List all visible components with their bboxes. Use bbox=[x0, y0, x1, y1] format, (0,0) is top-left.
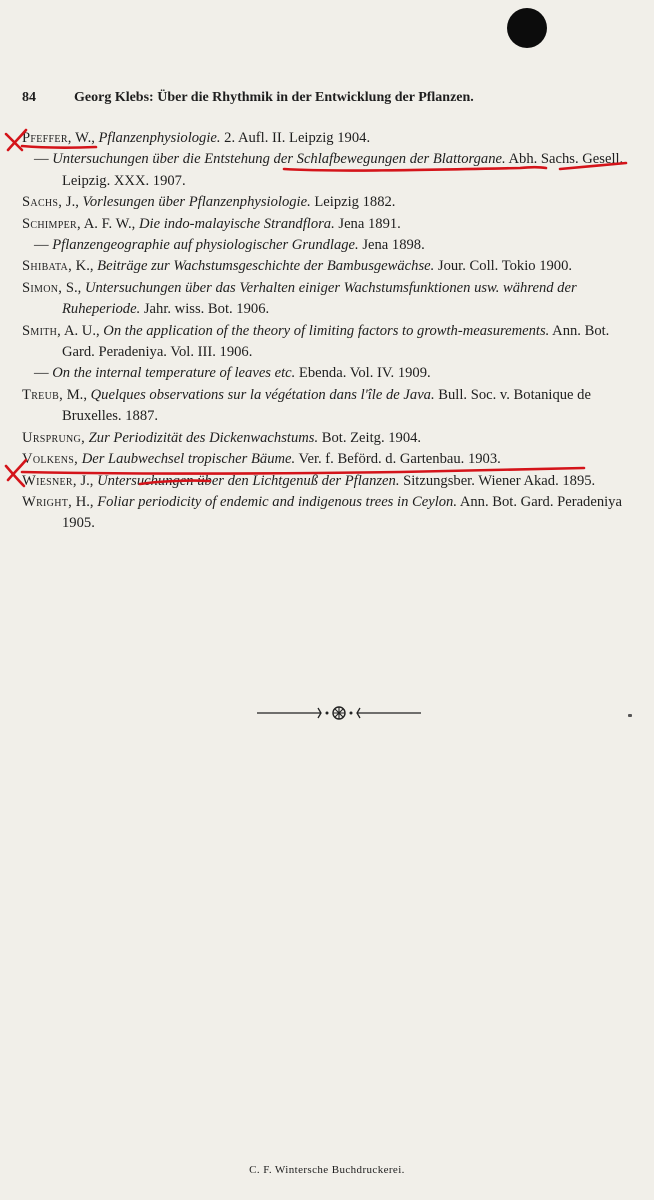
bibliography-list bbox=[22, 128, 644, 535]
reference-entry: Simon, S., Untersuchungen über das Verhalten einiger Wachstumsfunktionen usw. während der Ruheperiode. Jahr. wiss. Bot. 1906. bbox=[22, 279, 577, 318]
reference-entry: Treub, M., Quelques observations sur la végétation dans l'île de Java. Bull. Soc. v. Botanique de Bruxelles. 1887. bbox=[22, 386, 591, 425]
reference-source: Ann. Bot. Gard. Peradeniya. Vol. III. 1906. bbox=[62, 322, 610, 361]
reference-source: Abh. Sachs. Gesell. Leipzig. XXX. 1907. bbox=[62, 151, 624, 189]
reference-author: Simon, bbox=[22, 279, 63, 296]
reference-source: Jour. Coll. Tokio 1900. bbox=[434, 258, 573, 275]
reference-author: Wiesner, bbox=[22, 472, 77, 489]
reference-title: Pflanzengeographie auf physiologischer Grundlage. bbox=[52, 237, 359, 254]
reference-author: Smith, bbox=[22, 322, 62, 339]
reference-source: Jena 1891. bbox=[334, 215, 401, 232]
reference-source: Ver. f. Beförd. d. Gartenbau. 1903. bbox=[295, 451, 501, 468]
reference-source: Leipzig 1882. bbox=[310, 194, 396, 211]
reference-entry bbox=[22, 428, 644, 449]
printer-imprint: C. F. Wintersche Buchdruckerei. bbox=[249, 1164, 405, 1176]
running-header bbox=[22, 90, 634, 106]
reference-title: Pflanzenphysiologie. bbox=[98, 130, 221, 146]
reference-author: Schimper, bbox=[22, 215, 81, 232]
reference-entry bbox=[22, 449, 644, 470]
reference-title: On the internal temperature of leaves etc. bbox=[52, 365, 296, 382]
reference-source: Bot. Zeitg. 1904. bbox=[318, 429, 422, 446]
reference-author: Volkens, bbox=[22, 451, 79, 468]
reference-author: Wright, bbox=[22, 493, 73, 510]
print-speck bbox=[628, 714, 632, 717]
reference-entry: — On the internal temperature of leaves etc. Ebenda. Vol. IV. 1909. bbox=[34, 365, 431, 382]
reference-title: Untersuchungen über den Lichtgenuß der Pflanzen. bbox=[97, 472, 400, 489]
reference-entry: — Untersuchungen über die Entstehung der Schlafbewegungen der Blattorgane. Abh. Sachs. Gesell. Leipzig. XXX. 1907. bbox=[34, 151, 624, 189]
reference-entry: — Pflanzengeographie auf physiologischer Grundlage. Jena 1898. bbox=[34, 237, 425, 254]
reference-source: Bull. Soc. v. Botanique de Bruxelles. 1887. bbox=[62, 386, 591, 425]
page-number: 84 bbox=[22, 90, 36, 105]
reference-title: Beiträge zur Wachstumsgeschichte der Bambusgewächse. bbox=[97, 258, 435, 275]
reference-entry: Sachs, J., Vorlesungen über Pflanzenphysiologie. Leipzig 1882. bbox=[22, 194, 396, 211]
reference-title: Foliar periodicity of endemic and indigenous trees in Ceylon. bbox=[97, 493, 457, 510]
reference-title: Untersuchungen über das Verhalten einiger Wachstumsfunktionen usw. während der Ruheperiode. bbox=[62, 279, 577, 318]
reference-title: Vorlesungen über Pflanzenphysiologie. bbox=[82, 194, 311, 211]
reference-title: Die indo-malayische Strandflora. bbox=[138, 215, 335, 232]
reference-source: Jahr. wiss. Bot. 1906. bbox=[140, 301, 270, 318]
reference-source: Ebenda. Vol. IV. 1909. bbox=[295, 365, 431, 382]
reference-entry: Smith, A. U., On the application of the theory of limiting factors to growth-measurements. Ann. Bot. Gard. Peradeniya. Vol. III. 1906. bbox=[22, 322, 610, 361]
reference-title: Untersuchungen über die Entstehung der Schlafbewegungen der Blattorgane. bbox=[52, 151, 506, 168]
reference-source: Sitzungsber. Wiener Akad. 1895. bbox=[399, 472, 596, 489]
reference-entry: Wright, H., Foliar periodicity of endemic and indigenous trees in Ceylon. Ann. Bot. Gard. Peradeniya 1905. bbox=[22, 493, 622, 532]
reference-author: Shibata, bbox=[22, 258, 73, 275]
binding-punch-hole bbox=[507, 8, 547, 48]
reference-entry: Pfeffer, W., Pflanzenphysiologie. 2. Aufl. II. Leipzig 1904. bbox=[22, 130, 371, 146]
reference-title: On the application of the theory of limiting factors to growth-measurements. bbox=[103, 322, 550, 339]
reference-source: 2. Aufl. II. Leipzig 1904. bbox=[220, 130, 371, 146]
reference-source: Ann. Bot. Gard. Peradeniya 1905. bbox=[62, 493, 622, 532]
reference-entry: Schimper, A. F. W., Die indo-malayische Strandflora. Jena 1891. bbox=[22, 215, 401, 232]
reference-source: Jena 1898. bbox=[358, 237, 425, 254]
reference-author: Sachs, bbox=[22, 194, 63, 211]
reference-entry: Shibata, K., Beiträge zur Wachstumsgeschichte der Bambusgewächse. Jour. Coll. Tokio 1900. bbox=[22, 258, 573, 275]
reference-title: Zur Periodizität des Dickenwachstums. bbox=[88, 429, 319, 446]
section-end-ornament bbox=[255, 702, 423, 724]
ornament-icon bbox=[255, 702, 423, 724]
reference-title: Quelques observations sur la végétation dans l'île de Java. bbox=[90, 386, 435, 403]
reference-author: Pfeffer, bbox=[22, 130, 72, 146]
reference-title: Der Laubwechsel tropischer Bäume. bbox=[81, 451, 296, 468]
running-title: Georg Klebs: Über die Rhythmik in der Entwicklung der Pflanzen. bbox=[74, 90, 474, 105]
reference-author: Treub, bbox=[22, 386, 64, 403]
reference-entry: Wiesner, J., Untersuchungen über den Lichtgenuß der Pflanzen. Sitzungsber. Wiener Akad. 1895. bbox=[22, 472, 596, 489]
reference-author: Ursprung, bbox=[22, 429, 86, 446]
